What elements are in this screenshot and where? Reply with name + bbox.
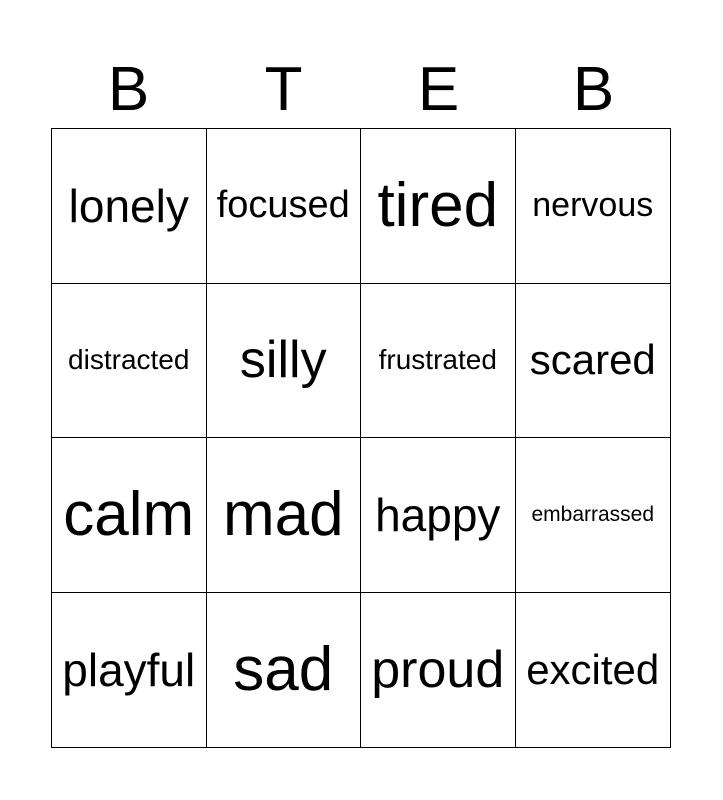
- header-letter-3: E: [417, 55, 460, 124]
- bingo-cell-r2c4[interactable]: scared: [516, 284, 671, 439]
- bingo-cell-r1c3[interactable]: tired: [361, 129, 516, 284]
- bingo-cell-r3c2[interactable]: mad: [207, 438, 362, 593]
- bingo-cell-r3c4[interactable]: embarrassed: [516, 438, 671, 593]
- header-letter-1: B: [107, 55, 150, 124]
- bingo-cell-r4c3[interactable]: proud: [361, 593, 516, 748]
- bingo-cell-r1c2[interactable]: focused: [207, 129, 362, 284]
- bingo-header: [51, 52, 671, 128]
- bingo-cell-r2c3[interactable]: frustrated: [361, 284, 516, 439]
- bingo-cell-r1c4[interactable]: nervous: [516, 129, 671, 284]
- bingo-cell-r2c1[interactable]: distracted: [52, 284, 207, 439]
- bingo-cell-r4c2[interactable]: sad: [207, 593, 362, 748]
- bingo-cell-r3c1[interactable]: calm: [52, 438, 207, 593]
- bingo-cell-r2c2[interactable]: silly: [207, 284, 362, 439]
- bingo-cell-r4c1[interactable]: playful: [52, 593, 207, 748]
- bingo-cell-r1c1[interactable]: lonely: [52, 129, 207, 284]
- bingo-cell-r3c3[interactable]: happy: [361, 438, 516, 593]
- bingo-cell-r4c4[interactable]: excited: [526, 645, 660, 693]
- bingo-board: [51, 128, 671, 748]
- header-letter-4: B: [572, 55, 615, 124]
- header-letter-2: T: [264, 55, 303, 124]
